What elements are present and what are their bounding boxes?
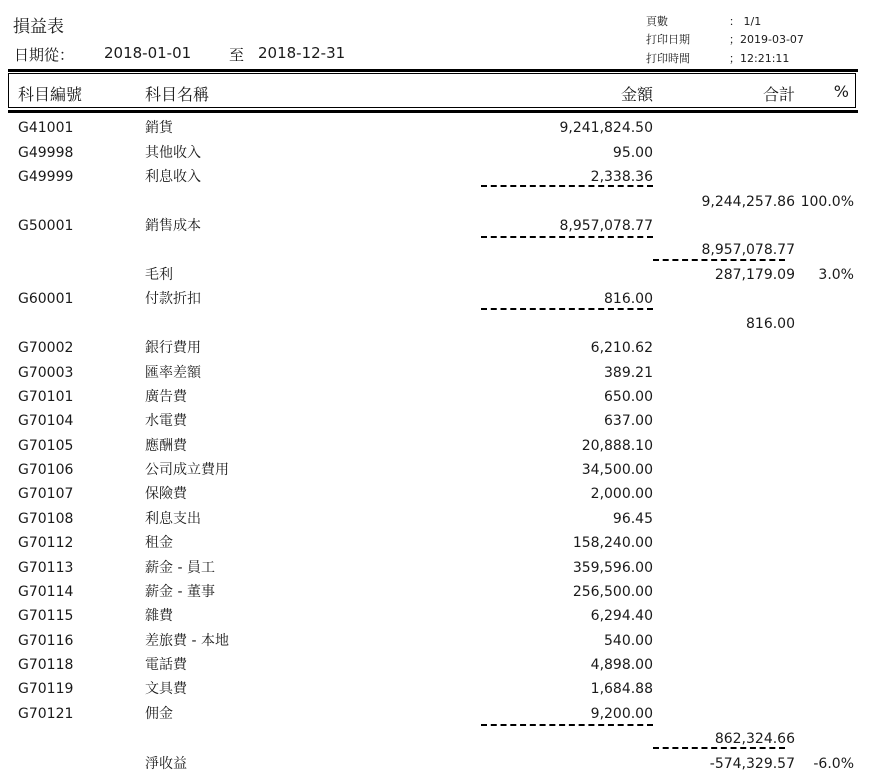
subtotal-dashed-rule <box>481 308 653 310</box>
amount-cell: 637.00 <box>604 413 653 429</box>
account-name: 付款折扣 <box>145 291 201 307</box>
subtotal-dashed-rule <box>481 724 653 726</box>
account-name: 應酬費 <box>145 438 187 454</box>
table-row <box>0 606 873 630</box>
amount-cell: 816.00 <box>604 291 653 307</box>
account-code: G70101 <box>18 389 74 405</box>
account-code: G60001 <box>18 291 74 307</box>
account-name: 薪金 - 員工 <box>145 560 215 576</box>
amount-cell: 9,241,824.50 <box>559 120 653 136</box>
amount-cell: 20,888.10 <box>581 438 653 454</box>
header-top-rule <box>8 69 858 72</box>
amount-cell: 389.21 <box>604 365 653 381</box>
table-row <box>0 679 873 703</box>
page-value: ： 1/1 <box>729 15 762 28</box>
amount-cell: 6,210.62 <box>590 340 653 356</box>
period-from-date: 2018-01-01 <box>104 44 192 62</box>
col-header-name: 科目名稱 <box>145 85 210 104</box>
total-cell: 9,244,257.86 <box>701 194 795 210</box>
amount-cell: 34,500.00 <box>581 462 653 478</box>
amount-cell: 540.00 <box>604 633 653 649</box>
table-row <box>0 265 873 289</box>
amount-cell: 2,000.00 <box>590 486 653 502</box>
col-header-code: 科目編號 <box>18 85 83 104</box>
account-code: G70106 <box>18 462 74 478</box>
account-code: G70104 <box>18 413 74 429</box>
amount-cell: 256,500.00 <box>572 584 653 600</box>
col-header-pct: % <box>833 82 849 101</box>
amount-cell: 6,294.40 <box>590 608 653 624</box>
account-code: G70112 <box>18 535 74 551</box>
total-cell: 862,324.66 <box>714 731 795 747</box>
table-row <box>0 484 873 508</box>
account-name: 匯率差額 <box>145 365 201 381</box>
table-row <box>0 631 873 655</box>
account-code: G70119 <box>18 681 74 697</box>
account-name: 銷售成本 <box>145 218 201 234</box>
table-row <box>0 192 873 216</box>
table-row <box>0 754 873 778</box>
table-row <box>0 167 873 191</box>
subtotal-dashed-rule <box>653 259 785 261</box>
table-row <box>0 289 873 313</box>
account-name: 租金 <box>145 535 173 551</box>
table-row <box>0 216 873 240</box>
table-row <box>0 314 873 338</box>
report-title: 損益表 <box>13 17 64 37</box>
total-cell: 816.00 <box>746 316 795 332</box>
print-date-label: 打印日期 <box>646 33 690 46</box>
amount-cell: 2,338.36 <box>590 169 653 185</box>
account-code: G70118 <box>18 657 74 673</box>
account-code: G70108 <box>18 511 74 527</box>
account-code: G49998 <box>18 145 74 161</box>
page-label: 頁數 <box>646 15 668 28</box>
percent-cell: 100.0% <box>800 194 854 210</box>
subtotal-dashed-rule <box>653 747 785 749</box>
account-code: G70003 <box>18 365 74 381</box>
col-header-total: 合計 <box>762 85 795 104</box>
account-code: G50001 <box>18 218 74 234</box>
table-row <box>0 704 873 728</box>
amount-cell: 359,596.00 <box>572 560 653 576</box>
account-code: G70107 <box>18 486 74 502</box>
account-name: 利息收入 <box>145 169 201 185</box>
total-cell: 8,957,078.77 <box>701 242 795 258</box>
table-row <box>0 143 873 167</box>
account-name: 淨收益 <box>145 756 187 772</box>
account-name: 利息支出 <box>145 511 201 527</box>
period-to-date: 2018-12-31 <box>258 44 346 62</box>
account-name: 銷貨 <box>145 120 173 136</box>
account-name: 廣告費 <box>145 389 187 405</box>
table-row <box>0 411 873 435</box>
account-name: 毛利 <box>145 267 173 283</box>
account-code: G70116 <box>18 633 74 649</box>
column-header-box <box>8 73 856 108</box>
table-row <box>0 533 873 557</box>
account-name: 銀行費用 <box>145 340 201 356</box>
table-row <box>0 338 873 362</box>
account-name: 薪金 - 董事 <box>145 584 215 600</box>
percent-cell: -6.0% <box>813 756 854 772</box>
amount-cell: 650.00 <box>604 389 653 405</box>
account-name: 差旅費 - 本地 <box>145 633 229 649</box>
account-name: 雜費 <box>145 608 173 624</box>
amount-cell: 9,200.00 <box>590 706 653 722</box>
period-to-label: 至 <box>229 46 245 64</box>
print-time-value: ；12:21:11 <box>729 52 790 65</box>
account-code: G70115 <box>18 608 74 624</box>
table-row <box>0 387 873 411</box>
account-code: G70113 <box>18 560 74 576</box>
account-code: G70114 <box>18 584 74 600</box>
account-code: G70002 <box>18 340 74 356</box>
subtotal-dashed-rule <box>481 236 653 238</box>
table-row <box>0 460 873 484</box>
amount-cell: 1,684.88 <box>590 681 653 697</box>
table-row <box>0 558 873 582</box>
print-time-label: 打印時間 <box>646 52 690 65</box>
account-code: G49999 <box>18 169 74 185</box>
amount-cell: 158,240.00 <box>572 535 653 551</box>
account-name: 水電費 <box>145 413 187 429</box>
total-cell: -574,329.57 <box>709 756 795 772</box>
account-name: 佣金 <box>145 706 173 722</box>
table-row <box>0 509 873 533</box>
account-name: 其他收入 <box>145 145 201 161</box>
account-name: 保險費 <box>145 486 187 502</box>
account-name: 電話費 <box>145 657 187 673</box>
period-label: 日期從： <box>14 46 75 64</box>
account-code: G41001 <box>18 120 74 136</box>
percent-cell: 3.0% <box>818 267 854 283</box>
header-bottom-rule <box>8 110 858 113</box>
print-date-value: ；2019-03-07 <box>729 33 804 46</box>
total-cell: 287,179.09 <box>714 267 795 283</box>
table-row <box>0 655 873 679</box>
amount-cell: 96.45 <box>612 511 653 527</box>
account-name: 文具費 <box>145 681 187 697</box>
col-header-amount: 金額 <box>620 85 653 104</box>
subtotal-dashed-rule <box>481 185 653 187</box>
amount-cell: 4,898.00 <box>590 657 653 673</box>
account-name: 公司成立費用 <box>145 462 229 478</box>
table-row <box>0 729 873 753</box>
table-row <box>0 363 873 387</box>
table-row <box>0 436 873 460</box>
account-code: G70105 <box>18 438 74 454</box>
table-row <box>0 582 873 606</box>
table-row <box>0 118 873 142</box>
amount-cell: 95.00 <box>612 145 653 161</box>
amount-cell: 8,957,078.77 <box>559 218 653 234</box>
account-code: G70121 <box>18 706 74 722</box>
